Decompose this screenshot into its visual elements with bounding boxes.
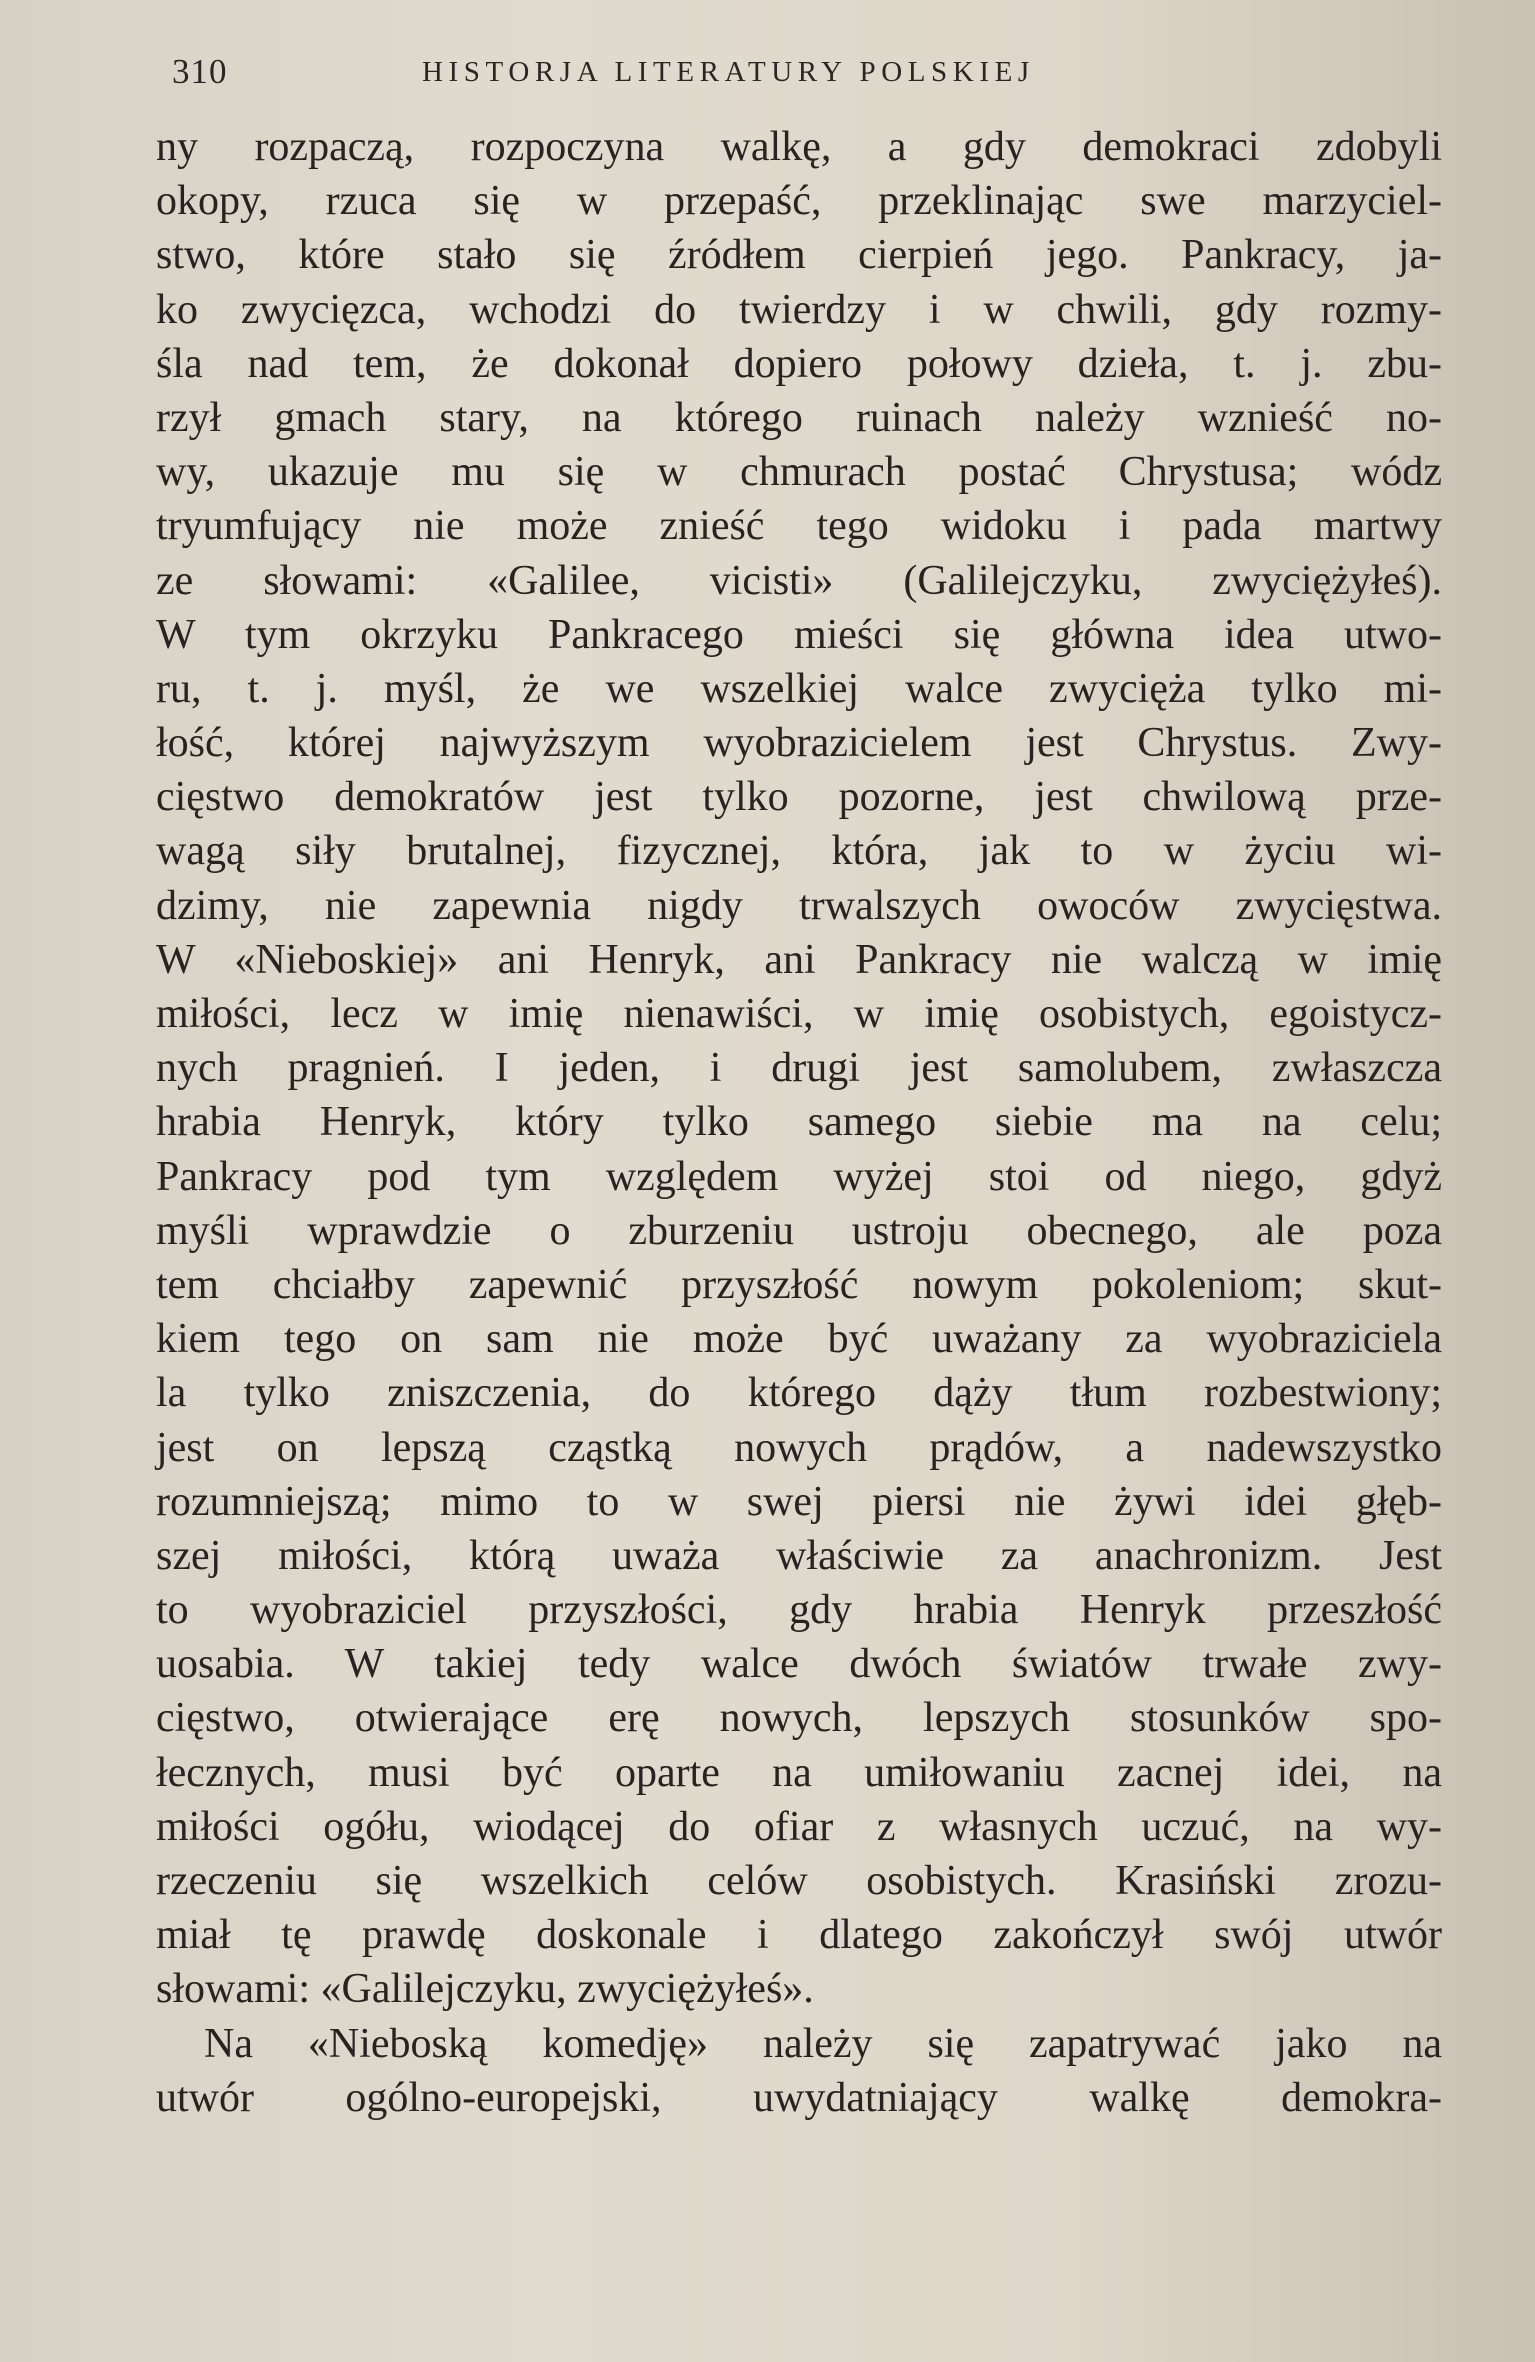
text-line: cięstwo, otwierające erę nowych, lepszych stosunków spo-	[156, 1695, 1442, 1742]
text-line: Pankracy pod tym względem wyżej stoi od niego, gdyż	[156, 1153, 1442, 1200]
text-line: nych pragnień. I jeden, i drugi jest samolubem, zwłaszcza	[156, 1045, 1442, 1092]
text-line: W tym okrzyku Pankracego mieści się główna idea utwo-	[156, 611, 1442, 658]
text-line: hrabia Henryk, który tylko samego siebie ma na celu;	[156, 1099, 1442, 1146]
text-line: szej miłości, którą uważa właściwie za anachronizm. Jest	[156, 1532, 1442, 1579]
text-line: la tylko zniszczenia, do którego dąży tłum rozbestwiony;	[156, 1370, 1442, 1417]
text-line: W «Nieboskiej» ani Henryk, ani Pankracy nie walczą w imię	[156, 936, 1442, 983]
text-line: wagą siły brutalnej, fizycznej, która, jak to w życiu wi-	[156, 828, 1442, 875]
text-line: tem chciałby zapewnić przyszłość nowym pokoleniom; skut-	[156, 1261, 1442, 1308]
paragraph-last-line: słowami: «Galilejczyku, zwyciężyłeś».	[156, 1966, 814, 2013]
text-line: utwór ogólno-europejski, uwydatniający walkę demokra-	[156, 2074, 1442, 2121]
text-line: jest on lepszą cząstką nowych prądów, a nadewszystko	[156, 1424, 1442, 1471]
text-line: miłości, lecz w imię nienawiści, w imię osobistych, egoistycz-	[156, 991, 1442, 1037]
text-line: tryumfujący nie może znieść tego widoku i pada martwy	[156, 503, 1442, 550]
text-line: okopy, rzuca się w przepaść, przeklinając swe marzyciel-	[156, 178, 1442, 225]
running-title: HISTORJA LITERATURY POLSKIEJ	[422, 56, 1035, 88]
text-line: ko zwycięzca, wchodzi do twierdzy i w chwili, gdy rozmy-	[156, 286, 1442, 333]
text-line: śla nad tem, że dokonał dopiero połowy dzieła, t. j. zbu-	[156, 340, 1442, 387]
text-line: miłości ogółu, wiodącej do ofiar z własnych uczuć, na wy-	[156, 1803, 1442, 1850]
text-line: uosabia. W takiej tedy walce dwóch światów trwałe zwy-	[156, 1641, 1442, 1688]
text-line: ru, t. j. myśl, że we wszelkiej walce zwycięża tylko mi-	[156, 665, 1442, 712]
body-text	[156, 120, 1442, 2125]
text-line: ny rozpaczą, rozpoczyna walkę, a gdy demokraci zdobyli	[156, 124, 1442, 170]
text-line: dzimy, nie zapewnia nigdy trwalszych owoców zwycięstwa.	[156, 882, 1442, 929]
text-line: rzeczeniu się wszelkich celów osobistych. Krasiński zrozu-	[156, 1858, 1442, 1904]
text-line: miał tę prawdę doskonale i dlatego zakończył swój utwór	[156, 1912, 1442, 1959]
paragraph-first-line: Na «Nieboską komedję» należy się zapatrywać jako na	[204, 2020, 1442, 2067]
text-line: wy, ukazuje mu się w chmurach postać Chrystusa; wódz	[156, 449, 1442, 496]
text-line: łość, której najwyższym wyobrazicielem jest Chrystus. Zwy-	[156, 720, 1442, 767]
text-line: to wyobraziciel przyszłości, gdy hrabia Henryk przeszłość	[156, 1587, 1442, 1634]
text-line: kiem tego on sam nie może być uważany za wyobraziciela	[156, 1316, 1442, 1363]
text-line: łecznych, musi być oparte na umiłowaniu zacnej idei, na	[156, 1749, 1442, 1796]
page-number: 310	[172, 52, 228, 91]
text-line: cięstwo demokratów jest tylko pozorne, jest chwilową prze-	[156, 774, 1442, 821]
text-line: rzył gmach stary, na którego ruinach należy wznieść no-	[156, 394, 1442, 441]
page-header	[172, 50, 1442, 98]
text-line: myśli wprawdzie o zburzeniu ustroju obecnego, ale poza	[156, 1207, 1442, 1254]
text-line: ze słowami: «Galilee, vicisti» (Galilejczyku, zwyciężyłeś).	[156, 557, 1442, 604]
text-line: stwo, które stało się źródłem cierpień jego. Pankracy, ja-	[156, 232, 1442, 279]
text-line: rozumniejszą; mimo to w swej piersi nie żywi idei głęb-	[156, 1478, 1442, 1525]
